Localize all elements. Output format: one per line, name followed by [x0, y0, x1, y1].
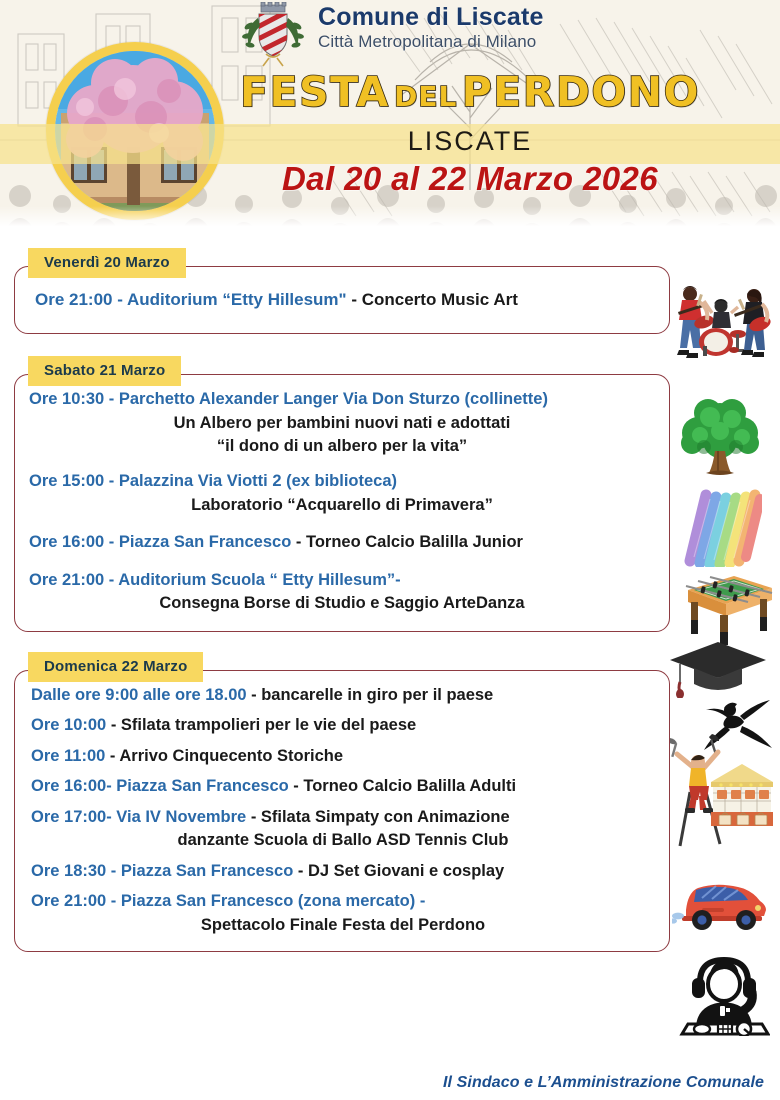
section-sunday [0, 632, 780, 952]
dj-icon [678, 948, 770, 1036]
market-stall-icon [707, 760, 777, 830]
rainbow-icon [676, 487, 762, 567]
graduation-cap-icon [668, 636, 768, 698]
event-row [31, 746, 655, 767]
event-venue: Ore 16:00 - Piazza San Francesco [29, 533, 296, 552]
citta-subtitle: Città Metropolitana di Milano [318, 32, 537, 51]
event-venue: Ore 10:30 - Parchetto Alexander Langer Via Don Sturzo (collinette) [29, 390, 548, 409]
event-row [35, 289, 653, 311]
coat-of-arms-icon [236, 2, 310, 68]
event-venue: Ore 15:00 - Palazzina Via Viotti 2 (ex biblioteca) [29, 472, 398, 491]
event-subtitle-2: “il dono di un albero per la vita” [216, 437, 468, 456]
event-box-saturday [14, 374, 670, 632]
liscate-subtitle: LISCATE [407, 126, 533, 156]
mayor-signature: Il Sindaco e L’Amministrazione Comunale [443, 1074, 764, 1091]
event-desc: - bancarelle in giro per il paese [251, 685, 494, 704]
event-row [29, 389, 655, 410]
event-desc: - Torneo Calcio Balilla Adulti [293, 777, 517, 796]
header-fade [0, 206, 780, 232]
day-badge-saturday: Sabato 21 Marzo [28, 356, 181, 386]
tree-icon [674, 395, 766, 487]
event-desc: - Concerto Music Art [351, 290, 518, 309]
event-row [31, 685, 655, 706]
header-titles [318, 4, 758, 52]
festival-dates: Dal 20 al 22 Marzo 2026 [281, 160, 659, 197]
event-subtitle: Spettacolo Finale Festa del Perdono [200, 915, 486, 934]
event-row [31, 715, 655, 736]
event-row [31, 807, 655, 828]
event-venue: Ore 21:00 - Auditorium Scuola “ Etty Hillesum”- [29, 570, 401, 589]
event-venue: Ore 21:00 - Piazza San Francesco (zona mercato) - [31, 892, 426, 911]
event-venue: Ore 10:00 [31, 716, 111, 735]
schedule-body [0, 232, 780, 1100]
event-subtitle: Consegna Borse di Studio e Saggio ArteDanza [159, 594, 525, 613]
section-friday [0, 232, 780, 334]
day-badge-sunday: Domenica 22 Marzo [28, 652, 203, 682]
event-subtitle: Laboratorio “Acquarello di Primavera” [191, 495, 493, 514]
event-venue: Ore 17:00- Via IV Novembre [31, 807, 251, 826]
event-venue: Ore 21:00 - Auditorium “Etty Hillesum" [35, 290, 352, 309]
event-subtitle: danzante Scuola di Ballo ASD Tennis Club [177, 831, 509, 850]
festival-title-del: DEL [394, 80, 458, 113]
festival-title-festa: FESTA [240, 68, 390, 116]
event-venue: Ore 18:30 - Piazza San Francesco [31, 861, 298, 880]
event-desc: - Sfilata trampolieri per le vie del paese [110, 716, 417, 735]
comune-title: Comune di Liscate [318, 3, 544, 31]
poster-header [0, 0, 780, 232]
section-saturday [0, 334, 780, 632]
event-subtitle: Un Albero per bambini nuovi nati e adottati [173, 413, 511, 432]
event-desc: - Torneo Calcio Balilla Junior [295, 533, 523, 552]
event-row [29, 570, 655, 591]
event-venue: Dalle ore 9:00 alle ore 18.00 [31, 685, 252, 704]
event-row [31, 861, 655, 882]
event-venue: Ore 16:00- Piazza San Francesco [31, 777, 294, 796]
foosball-table-icon [676, 568, 776, 646]
festival-title-perdono: PERDONO [461, 68, 700, 116]
event-desc: - Arrivo Cinquecento Storiche [109, 746, 344, 765]
event-venue: Ore 11:00 [31, 746, 110, 765]
fiat-500-car-icon [672, 872, 772, 934]
rock-band-icon [668, 280, 774, 362]
event-row [31, 891, 655, 912]
event-row [29, 471, 655, 492]
event-desc: - Sfilata Simpaty con Animazione [250, 807, 510, 826]
day-badge-friday: Venerdì 20 Marzo [28, 248, 186, 278]
festival-title [235, 68, 705, 116]
event-desc: - DJ Set Giovani e cosplay [297, 861, 505, 880]
event-row [31, 776, 655, 797]
event-box-sunday [14, 670, 670, 952]
event-row [29, 532, 655, 553]
